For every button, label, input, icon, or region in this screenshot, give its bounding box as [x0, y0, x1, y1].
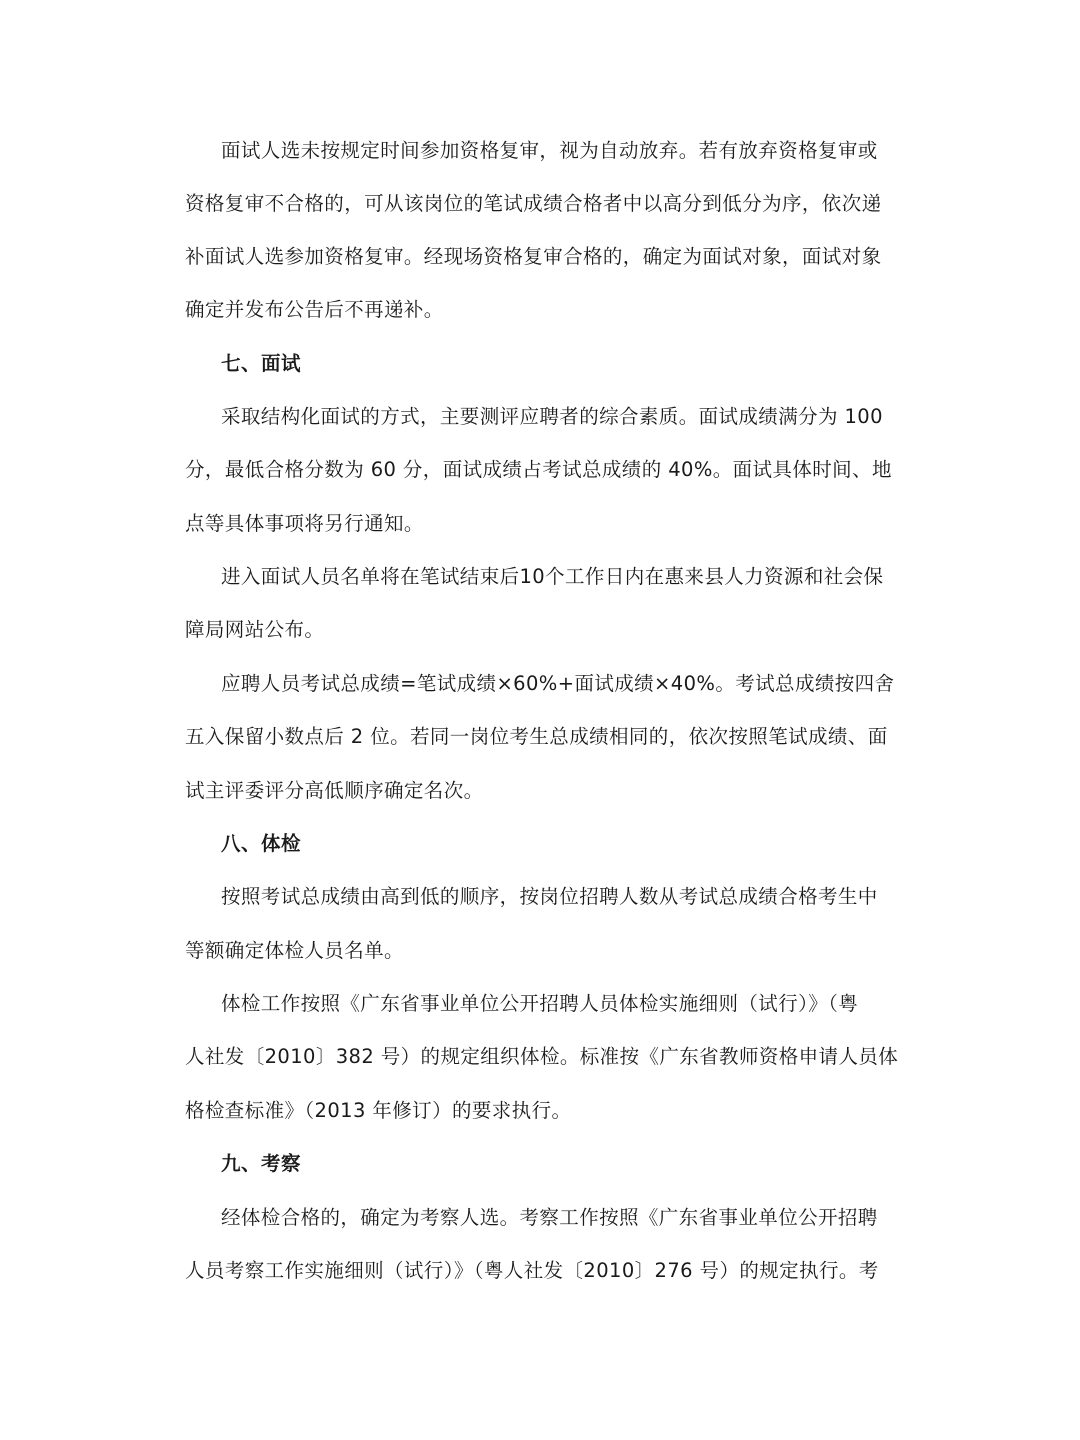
paragraph-line: 格检查标准》（2013 年修订）的要求执行。 — [185, 1099, 572, 1122]
section-heading-physical-exam: 八、体检 — [221, 832, 302, 855]
paragraph-line: 分，最低合格分数为 60 分，面试成绩占考试总成绩的 40%。面试具体时间、地 — [185, 458, 892, 481]
paragraph-line: 五入保留小数点后 2 位。若同一岗位考生总成绩相同的，依次按照笔试成绩、面 — [185, 725, 888, 748]
paragraph-line: 应聘人员考试总成绩=笔试成绩×60%+面试成绩×40%。考试总成绩按四舍 — [221, 672, 895, 695]
section-heading-inspection: 九、考察 — [221, 1152, 302, 1175]
paragraph-line: 试主评委评分高低顺序确定名次。 — [185, 779, 484, 802]
paragraph-line: 资格复审不合格的，可从该岗位的笔试成绩合格者中以高分到低分为序，依次递 — [185, 192, 882, 215]
paragraph-line: 补面试人选参加资格复审。经现场资格复审合格的，确定为面试对象，面试对象 — [185, 245, 882, 268]
paragraph-line: 人社发〔2010〕382 号）的规定组织体检。标准按《广东省教师资格申请人员体 — [185, 1045, 899, 1068]
paragraph-line: 体检工作按照《广东省事业单位公开招聘人员体检实施细则（试行）》（粤 — [221, 992, 859, 1015]
paragraph-line: 人员考察工作实施细则（试行）》（粤人社发〔2010〕276 号）的规定执行。考 — [185, 1259, 879, 1282]
paragraph-line: 采取结构化面试的方式，主要测评应聘者的综合素质。面试成绩满分为 100 — [221, 405, 883, 428]
paragraph-line: 面试人选未按规定时间参加资格复审，视为自动放弃。若有放弃资格复审或 — [221, 139, 878, 162]
paragraph-line: 等额确定体检人员名单。 — [185, 939, 404, 962]
paragraph-line: 经体检合格的，确定为考察人选。考察工作按照《广东省事业单位公开招聘 — [221, 1206, 878, 1229]
paragraph-line: 按照考试总成绩由高到低的顺序，按岗位招聘人数从考试总成绩合格考生中 — [221, 885, 878, 908]
paragraph-line: 进入面试人员名单将在笔试结束后10个工作日内在惠来县人力资源和社会保 — [221, 565, 884, 588]
paragraph-line: 确定并发布公告后不再递补。 — [185, 298, 444, 321]
section-heading-interview: 七、面试 — [221, 352, 302, 375]
paragraph-line: 障局网站公布。 — [185, 618, 325, 641]
paragraph-line: 点等具体事项将另行通知。 — [185, 512, 424, 535]
